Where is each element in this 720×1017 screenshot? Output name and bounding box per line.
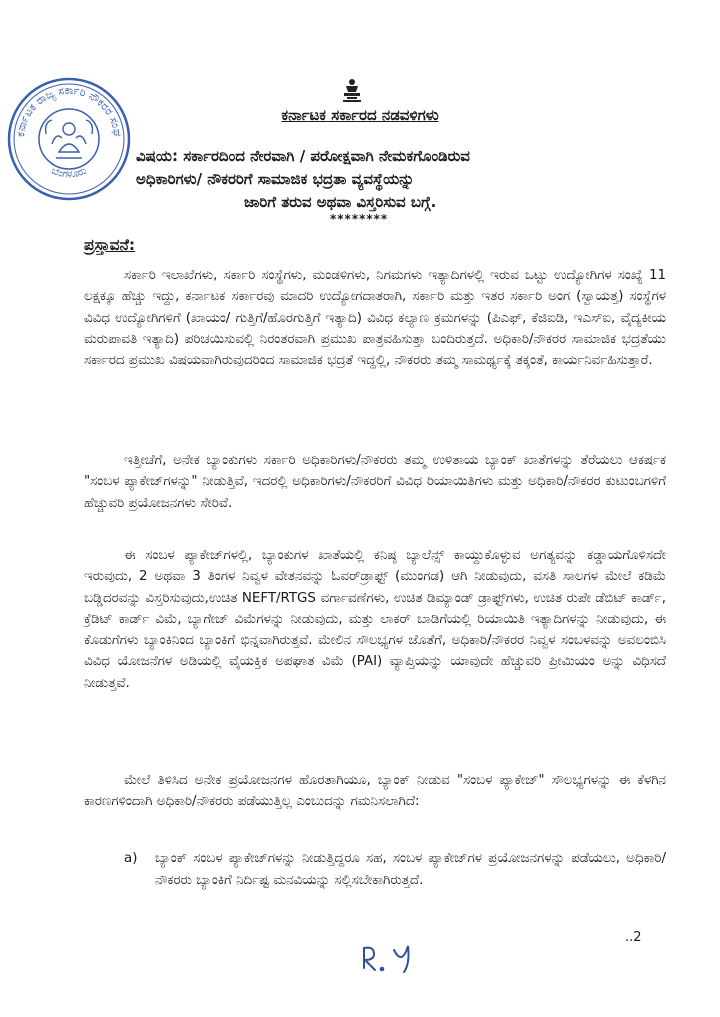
state-emblem-icon: [339, 76, 365, 104]
paragraph-3: ಈ ಸಂಬಳ ಪ್ಯಾಕೇಜ್‌ಗಳಲ್ಲಿ, ಬ್ಯಾಂಕುಗಳ ಖಾತೆಯಲ್ಲಿ ಕನಿಷ್ಠ ಬ್ಯಾಲೆನ್ಸ್ ಕಾಯ್ದುಕೊಳ್ಳುವ ಅಗತ್ಯವನ್ನು ಕಡ್ಡಾಯಗೊಳಿಸದೇ ಇರುವುದು, 2 ಅಥವಾ 3 ತಿಂಗಳ ನಿವ್ವಳ ವೇತನವನ್ನು ಓವರ್‌ಡ್ರಾಫ್ಟ್ (ಮುಂಗಡ) ಆಗಿ ನೀಡುವುದು, ವಸತಿ ಸಾಲಗಳ ಮೇಲೆ ಕಡಿಮೆ ಬಡ್ಡಿದರವನ್ನು ವಿಸ್ತರಿಸುವುದು,ಉಚಿತ NEFT/RTGS ವರ್ಗಾವಣೆಗಳು, ಉಚಿತ ಡಿಮ್ಯಾಂಡ್ ಡ್ರಾಫ್ಟ್‌ಗಳು, ಉಚಿತ ರುಪೇ ಡೆಬಿಟ್ ಕಾರ್ಡ್, ಕ್ರೆಡಿಟ್ ಕಾರ್ಡ್ ವಿಮೆ, ಬ್ಯಾಗೇಜ್ ವಿಮೆಗಳನ್ನು ನೀಡುವುದು, ಮತ್ತು ಲಾಕರ್ ಬಾಡಿಗೆಯಲ್ಲಿ ರಿಯಾಯಿತಿ ಇತ್ಯಾದಿಗಳನ್ನು ನೀಡುವುದು, ಈ ಕೊಡುಗೆಗಳು ಬ್ಯಾಂಕಿನಿಂದ ಬ್ಯಾಂಕಿಗೆ ಭಿನ್ನವಾಗಿರುತ್ತವೆ. ಮೇಲಿನ ಸೌಲಭ್ಯಗಳ ಜೊತೆಗೆ, ಅಧಿಕಾರಿ/ನೌಕರರ ನಿವ್ವಳ ಸಂಬಳವನ್ನು ಅವಲಂಬಿಸಿ ವಿವಿಧ ಯೋಜನೆಗಳ ಅಡಿಯಲ್ಲಿ ವೈಯಕ್ತಿಕ ಅಪಘಾತ ವಿಮೆ (PAI) ವ್ಯಾಪ್ತಿಯನ್ನು ಯಾವುದೇ ಹೆಚ್ಚುವರಿ ಪ್ರೀಮಿಯಂ ಅನ್ನು ವಿಧಿಸದೆ ನೀಡುತ್ತವೆ.: [84, 548, 666, 691]
svg-text:ಬೆಂಗಳೂರು: [50, 165, 88, 180]
list-item-text: ಬ್ಯಾಂಕ್ ಸಂಬಳ ಪ್ಯಾಕೇಜ್‌ಗಳನ್ನು ನೀಡುತ್ತಿದ್ದರೂ ಸಹ, ಸಂಬಳ ಪ್ಯಾಕೇಜ್‌ಗಳ ಪ್ರಯೋಜನಗಳನ್ನು ಪಡೆಯಲು, ಅಧಿಕಾರಿ/ನೌಕರರು ಬ್ಯಾಂಕಿಗೆ ನಿರ್ದಿಷ್ಟ ಮನವಿಯನ್ನು ಸಲ್ಲಿಸಬೇಕಾಗಿರುತ್ತದೆ.: [155, 851, 666, 888]
subject-line-2: ಅಧಿಕಾರಿಗಳು/ ನೌಕರರಿಗೆ ಸಾಮಾಜಿಕ ಭದ್ರತಾ ವ್ಯವಸ್ಥೆಯನ್ನು: [136, 170, 415, 188]
section-heading: ಪ್ರಸ್ತಾವನೆ:: [84, 236, 136, 254]
signature: [358, 940, 428, 974]
paragraph-2: ಇತ್ತೀಚೆಗೆ, ಅನೇಕ ಬ್ಯಾಂಕುಗಳು ಸರ್ಕಾರಿ ಅಧಿಕಾರಿಗಳು/ನೌಕರರು ತಮ್ಮ ಉಳಿತಾಯ ಬ್ಯಾಂಕ್ ಖಾತೆಗಳನ್ನು ತೆರೆಯಲು ಆಕರ್ಷಕ "ಸಂಬಳ ಪ್ಯಾಕೇಜ್‌ಗಳನ್ನು" ನೀಡುತ್ತಿವೆ, ಇದರಲ್ಲಿ ಅಧಿಕಾರಿಗಳು/ನೌಕರರಿಗೆ ವಿವಿಧ ರಿಯಾಯಿತಿಗಳು ಮತ್ತು ಅಧಿಕಾರಿ/ನೌಕರರ ಕುಟುಂಬಗಳಿಗೆ ಹೆಚ್ಚುವರಿ ಪ್ರಯೋಜನಗಳು ಸೇರಿವೆ.: [84, 453, 666, 511]
separator: ********: [330, 212, 389, 226]
subject-line-1: ಸರ್ಕಾರದಿಂದ ನೇರವಾಗಿ / ಪರೋಕ್ಷವಾಗಿ ನೇಮಕಗೊಂಡಿರುವ: [183, 147, 470, 165]
list-item-marker: a): [124, 851, 138, 866]
list-item: [124, 848, 666, 892]
seal-text-bottom: ಬೆಂಗಳೂರು: [49, 165, 89, 181]
page-number: ..2: [625, 930, 642, 945]
paragraph-1: ಸರ್ಕಾರಿ ಇಲಾಖೆಗಳು, ಸರ್ಕಾರಿ ಸಂಸ್ಥೆಗಳು, ಮಂಡಳಿಗಳು, ನಿಗಮಗಳು ಇತ್ಯಾದಿಗಳಲ್ಲಿ ಇರುವ ಒಟ್ಟು ಉದ್ಯೋಗಿಗಳ ಸಂಖ್ಯೆ 11 ಲಕ್ಷಕ್ಕೂ ಹೆಚ್ಚು ಇದ್ದು, ಕರ್ನಾಟಕ ಸರ್ಕಾರವು ಮಾದರಿ ಉದ್ಯೋಗದಾತರಾಗಿ, ಸರ್ಕಾರಿ ಮತ್ತು ಇತರ ಸರ್ಕಾರಿ ಅಂಗ (ಸ್ವಾಯತ್ತ) ಸಂಸ್ಥೆಗಳ ವಿವಿಧ ಉದ್ಯೋಗಿಗಳಿಗೆ (ಖಾಯಂ/ ಗುತ್ತಿಗೆ/ಹೊರಗುತ್ತಿಗೆ ಇತ್ಯಾದಿ) ವಿವಿಧ ಕಲ್ಯಾಣ ಕ್ರಮಗಳನ್ನು (ಪಿಎಫ್, ಕೆಜಿಐಡಿ, ಇಎಸ್ಐ, ವೈದ್ಯಕೀಯ ಮರುಪಾವತಿ ಇತ್ಯಾದಿ) ಪರಿಚಯಿಸುವಲ್ಲಿ ನಿರಂತರವಾಗಿ ಪ್ರಮುಖ ಪಾತ್ರವಹಿಸುತ್ತಾ ಬಂದಿರುತ್ತದೆ. ಅಧಿಕಾರಿ/ನೌಕರರ ಸಾಮಾಜಿಕ ಭದ್ರತೆಯು ಸರ್ಕಾರದ ಪ್ರಮುಖ ವಿಷಯವಾಗಿರುವುದರಿಂದ ಸಾಮಾಜಿಕ ಭದ್ರತೆ ಇದ್ದಲ್ಲಿ, ನೌಕರರು ತಮ್ಮ ಸಾಮರ್ಥ್ಯಕ್ಕೆ ತಕ್ಕಂತೆ, ಕಾರ್ಯನಿರ್ವಹಿಸುತ್ತಾರೆ.: [84, 268, 666, 369]
document-title: ಕರ್ನಾಟಕ ಸರ್ಕಾರದ ನಡವಳಿಗಳು: [281, 106, 439, 124]
seal-text-top: ಕರ್ನಾಟಕ ರಾಜ್ಯ ಸರ್ಕಾರಿ ನೌಕರರ ಸಂಘ: [14, 83, 125, 138]
association-seal: [4, 74, 134, 204]
subject-line-3: ಜಾರಿಗೆ ತರುವ ಅಥವಾ ವಿಸ್ತರಿಸುವ ಬಗ್ಗೆ.: [244, 193, 437, 211]
seal-stamp-icon: [4, 74, 134, 204]
signature-icon: [358, 940, 428, 974]
subject-block: [136, 145, 646, 214]
paragraph-4: ಮೇಲೆ ತಿಳಿಸಿದ ಅನೇಕ ಪ್ರಯೋಜನಗಳ ಹೊರತಾಗಿಯೂ, ಬ್ಯಾಂಕ್ ನೀಡುವ "ಸಂಬಳ ಪ್ಯಾಕೇಜ್" ಸೌಲಭ್ಯಗಳನ್ನು ಈ ಕೆಳಗಿನ ಕಾರಣಗಳಿಂದಾಗಿ ಅಧಿಕಾರಿ/ನೌಕರರು ಪಡೆಯುತ್ತಿಲ್ಲ ಎಂಬುದನ್ನು ಗಮನಿಸಲಾಗಿದೆ:: [84, 773, 666, 810]
subject-label: ವಿಷಯ:: [136, 147, 178, 165]
